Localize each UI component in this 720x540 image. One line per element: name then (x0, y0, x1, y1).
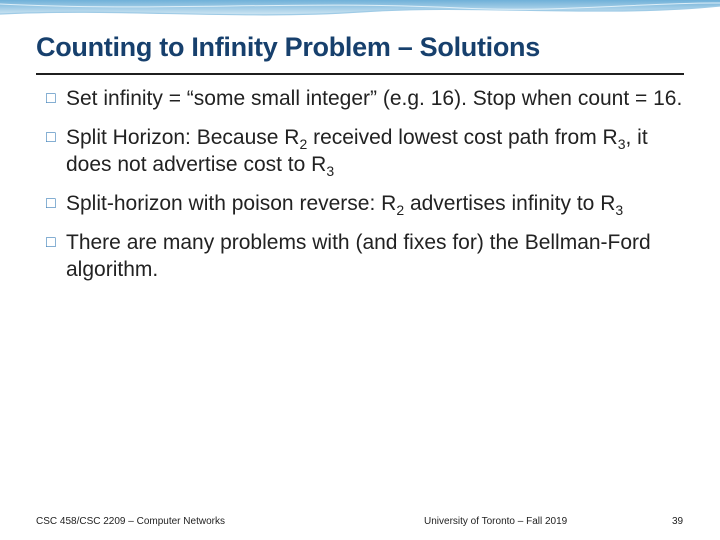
subscript: 2 (396, 202, 405, 218)
square-bullet-icon: □ (46, 234, 56, 251)
subscript: 3 (326, 163, 335, 179)
subscript: 3 (617, 136, 626, 152)
bullet-item (46, 229, 686, 283)
text-run: Split Horizon: Because R (66, 126, 300, 149)
bullet-text (66, 192, 624, 218)
text-run: Split-horizon with poison reverse: R (66, 192, 397, 215)
footer-institution: University of Toronto – Fall 2019 (424, 516, 568, 527)
bullet-text (66, 231, 651, 281)
slide-title: Counting to Infinity Problem – Solutions (36, 32, 540, 62)
text-run: , it does not advertise cost to R (66, 126, 648, 176)
bullet-item (46, 190, 686, 217)
decorative-wave-banner (0, 0, 720, 22)
bullet-text (66, 87, 682, 110)
text-run: There are many problems with (and fixes for) the Bellman-Ford algorithm. (66, 231, 651, 281)
bullet-text (66, 126, 648, 179)
text-run: received lowest cost path from R (307, 126, 618, 149)
title-underline (36, 73, 684, 75)
bullet-item (46, 85, 686, 112)
bullet-list (46, 85, 686, 295)
square-bullet-icon: □ (46, 129, 56, 146)
text-run: Set infinity = “some small integer” (e.g. 16). Stop when count = 16. (66, 87, 683, 110)
page-number: 39 (672, 516, 684, 527)
text-run: advertises infinity to R (404, 192, 616, 215)
square-bullet-icon: □ (46, 195, 56, 212)
subscript: 3 (615, 202, 624, 218)
bullet-item (46, 124, 686, 178)
subscript: 2 (299, 136, 308, 152)
square-bullet-icon: □ (46, 90, 56, 107)
footer-course: CSC 458/CSC 2209 – Computer Networks (36, 516, 225, 527)
